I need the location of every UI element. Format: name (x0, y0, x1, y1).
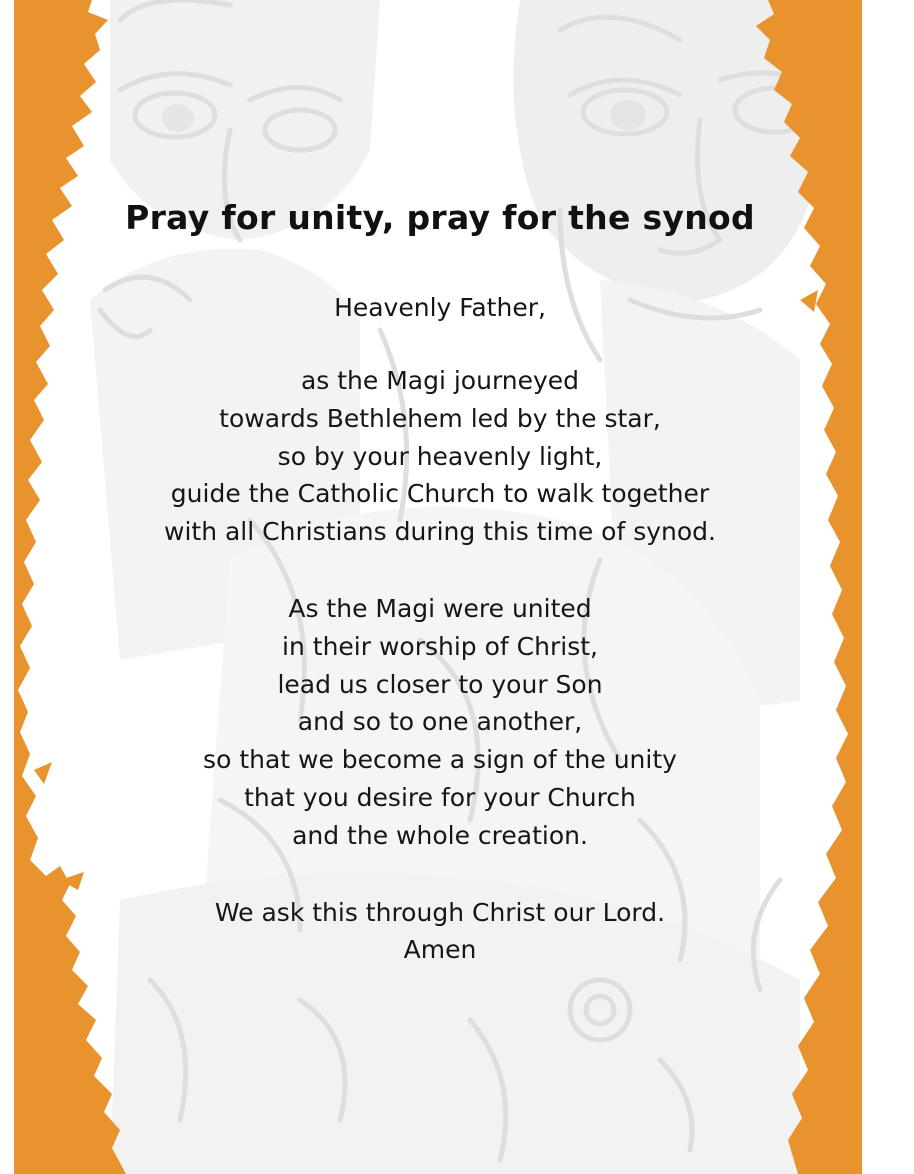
prayer-stanza-1 (60, 362, 820, 551)
stanza-line: and so to one another, (297, 707, 583, 737)
stanza-line: so that we become a sign of the unity (203, 745, 677, 775)
stanza-line: and the whole creation. (292, 820, 588, 850)
stanza-line: in their worship of Christ, (282, 631, 598, 661)
stanza-line: towards Bethlehem led by the star, (219, 403, 661, 433)
prayer-amen: Amen (403, 935, 477, 964)
stanza-line: so by your heavenly light, (277, 441, 603, 471)
stanza-line: As the Magi were united (288, 594, 592, 623)
stanza-line: lead us closer to your Son (277, 669, 603, 699)
stanza-line: with all Christians during this time of synod. (164, 517, 716, 547)
prayer-title: Pray for unity, pray for the synod (125, 198, 755, 237)
stanza-line: as the Magi journeyed (300, 366, 580, 395)
prayer-stanza-2 (60, 590, 820, 855)
prayer-salutation: Heavenly Father, (334, 293, 546, 322)
stanza-line: that you desire for your Church (244, 782, 636, 812)
stanza-line: guide the Catholic Church to walk together (170, 479, 710, 509)
prayer-closing: We ask this through Christ our Lord. (214, 898, 666, 927)
